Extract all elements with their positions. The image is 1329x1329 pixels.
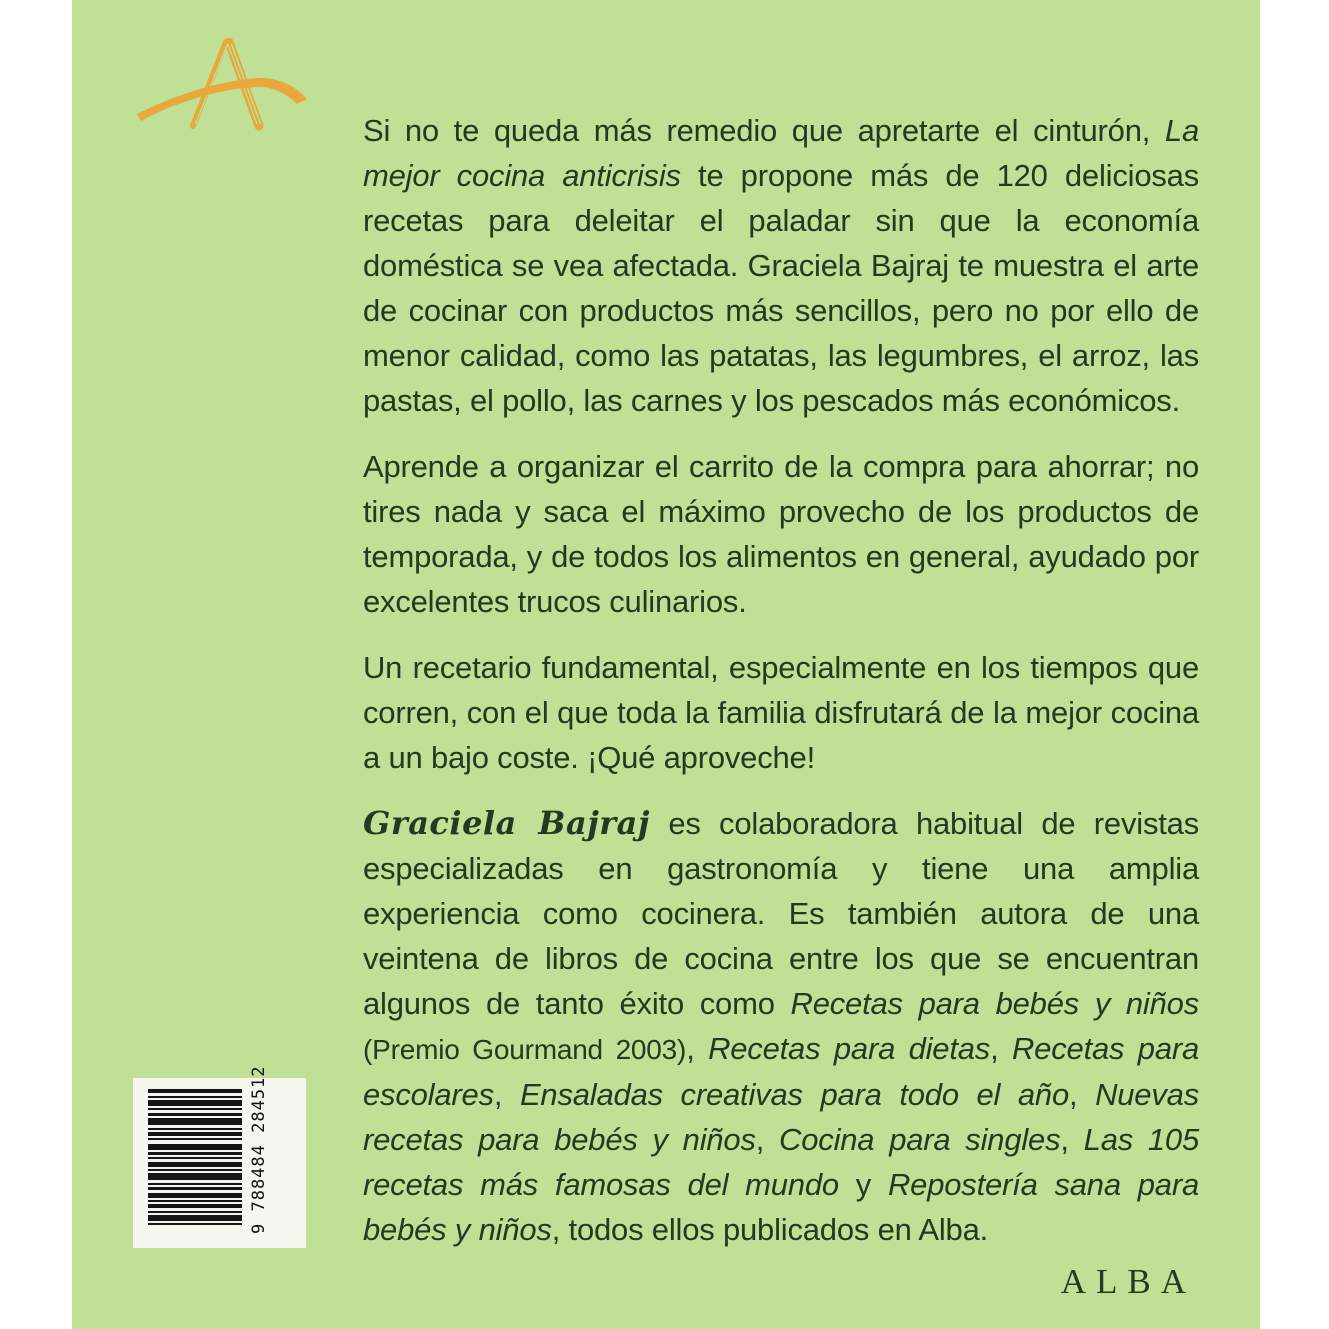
barcode-isbn-number: 9 788484 284512 [249,1065,269,1234]
barcode-bar [148,1193,242,1198]
barcode-bar [148,1152,242,1155]
barcode-bar [148,1100,242,1106]
barcode-bar [148,1138,242,1140]
text-run: , [1060,1122,1084,1157]
barcode-bar [148,1144,242,1150]
text-run: , todos ellos publicados en Alba. [551,1212,989,1247]
text-run: Ensaladas creativas para todo el año [519,1077,1070,1112]
text-run: Recetas para bebés y niños [790,986,1199,1021]
text-run: , [990,1031,1012,1066]
barcode-bar [148,1215,242,1221]
text-run: La mejor cocina anticrisis [363,113,1199,193]
blurb-text-block [363,108,1199,1273]
text-run: Un recetario fundamental, especialmente en los tiempos que corren, con el que toda la familia disfrutará de la mejor cocina a un bajo coste. ¡Qué aproveche! [363,650,1199,775]
barcode-bar [148,1211,242,1213]
barcode-bar [148,1108,242,1110]
text-run: Las 105 recetas más famosas del mundo [363,1122,1200,1202]
barcode-bar [148,1187,242,1190]
barcode-bar [148,1113,242,1116]
barcode-bar [148,1089,242,1093]
barcode-label [133,1065,306,1248]
text-run: (Premio Gourmand 2003) [363,1034,687,1065]
text-run: Recetas para dietas [708,1031,991,1066]
barcode-bar [148,1157,242,1159]
text-run: , [755,1122,780,1157]
blurb-paragraph-3 [363,645,1199,780]
blurb-paragraph-2 [363,444,1199,624]
text-run: , [686,1031,709,1066]
barcode-bar [148,1173,242,1180]
text-run: Cocina para singles [779,1122,1061,1157]
publisher-name: ALBA [1060,1262,1196,1301]
barcode-bar [148,1132,242,1136]
cover-background [72,0,1260,1329]
text-run: , [1069,1077,1096,1112]
barcode-icon [148,1089,242,1227]
text-run: Nuevas recetas para bebés y niños [363,1077,1199,1157]
alba-a-swoosh-icon [135,38,335,138]
text-run: Repostería sana para bebés y niños [363,1167,1199,1247]
barcode-bar [148,1169,242,1171]
text-run: Graciela Bajraj [363,804,650,842]
text-run: Si no te queda más remedio que apretarte el cinturón, [363,113,1165,148]
text-run: , [493,1077,520,1112]
blurb-paragraph-1 [363,108,1199,423]
text-run: te propone más de 120 deliciosas recetas para deleitar el paladar sin que la economía doméstica se vea afectada. Graciela Bajraj te muestra el arte de cocinar con productos más sencillos, pero no por ello de menor calidad, como las patatas, las legumbres, el arroz, las pastas, el pollo, las carnes y los pescados más económicos. [363,158,1199,418]
barcode-bar [148,1118,242,1125]
author-bio-paragraph [363,801,1199,1252]
alba-logo-icon [135,38,335,138]
text-run: Recetas para escolares [363,1031,1200,1112]
barcode-bar [148,1128,242,1130]
barcode-bar [148,1183,242,1185]
barcode-bar [148,1200,242,1202]
text-run: es colaboradora habitual de revistas especializadas en gastronomía y tiene una amplia experiencia como cocinera. Es también autora de una veintena de libros de cocina entre los que se encuentran algunos de tanto éxito como [363,806,1199,1021]
barcode-bar [148,1096,242,1098]
barcode-bar [148,1162,242,1167]
barcode-bar [148,1223,242,1225]
barcode-bar [148,1204,242,1208]
text-run: Aprende a organizar el carrito de la compra para ahorrar; no tires nada y saca el máximo provecho de los productos de temporada, y de todos los alimentos en general, ayudado por excelentes trucos culinarios. [363,449,1199,619]
text-run: y [838,1167,888,1202]
